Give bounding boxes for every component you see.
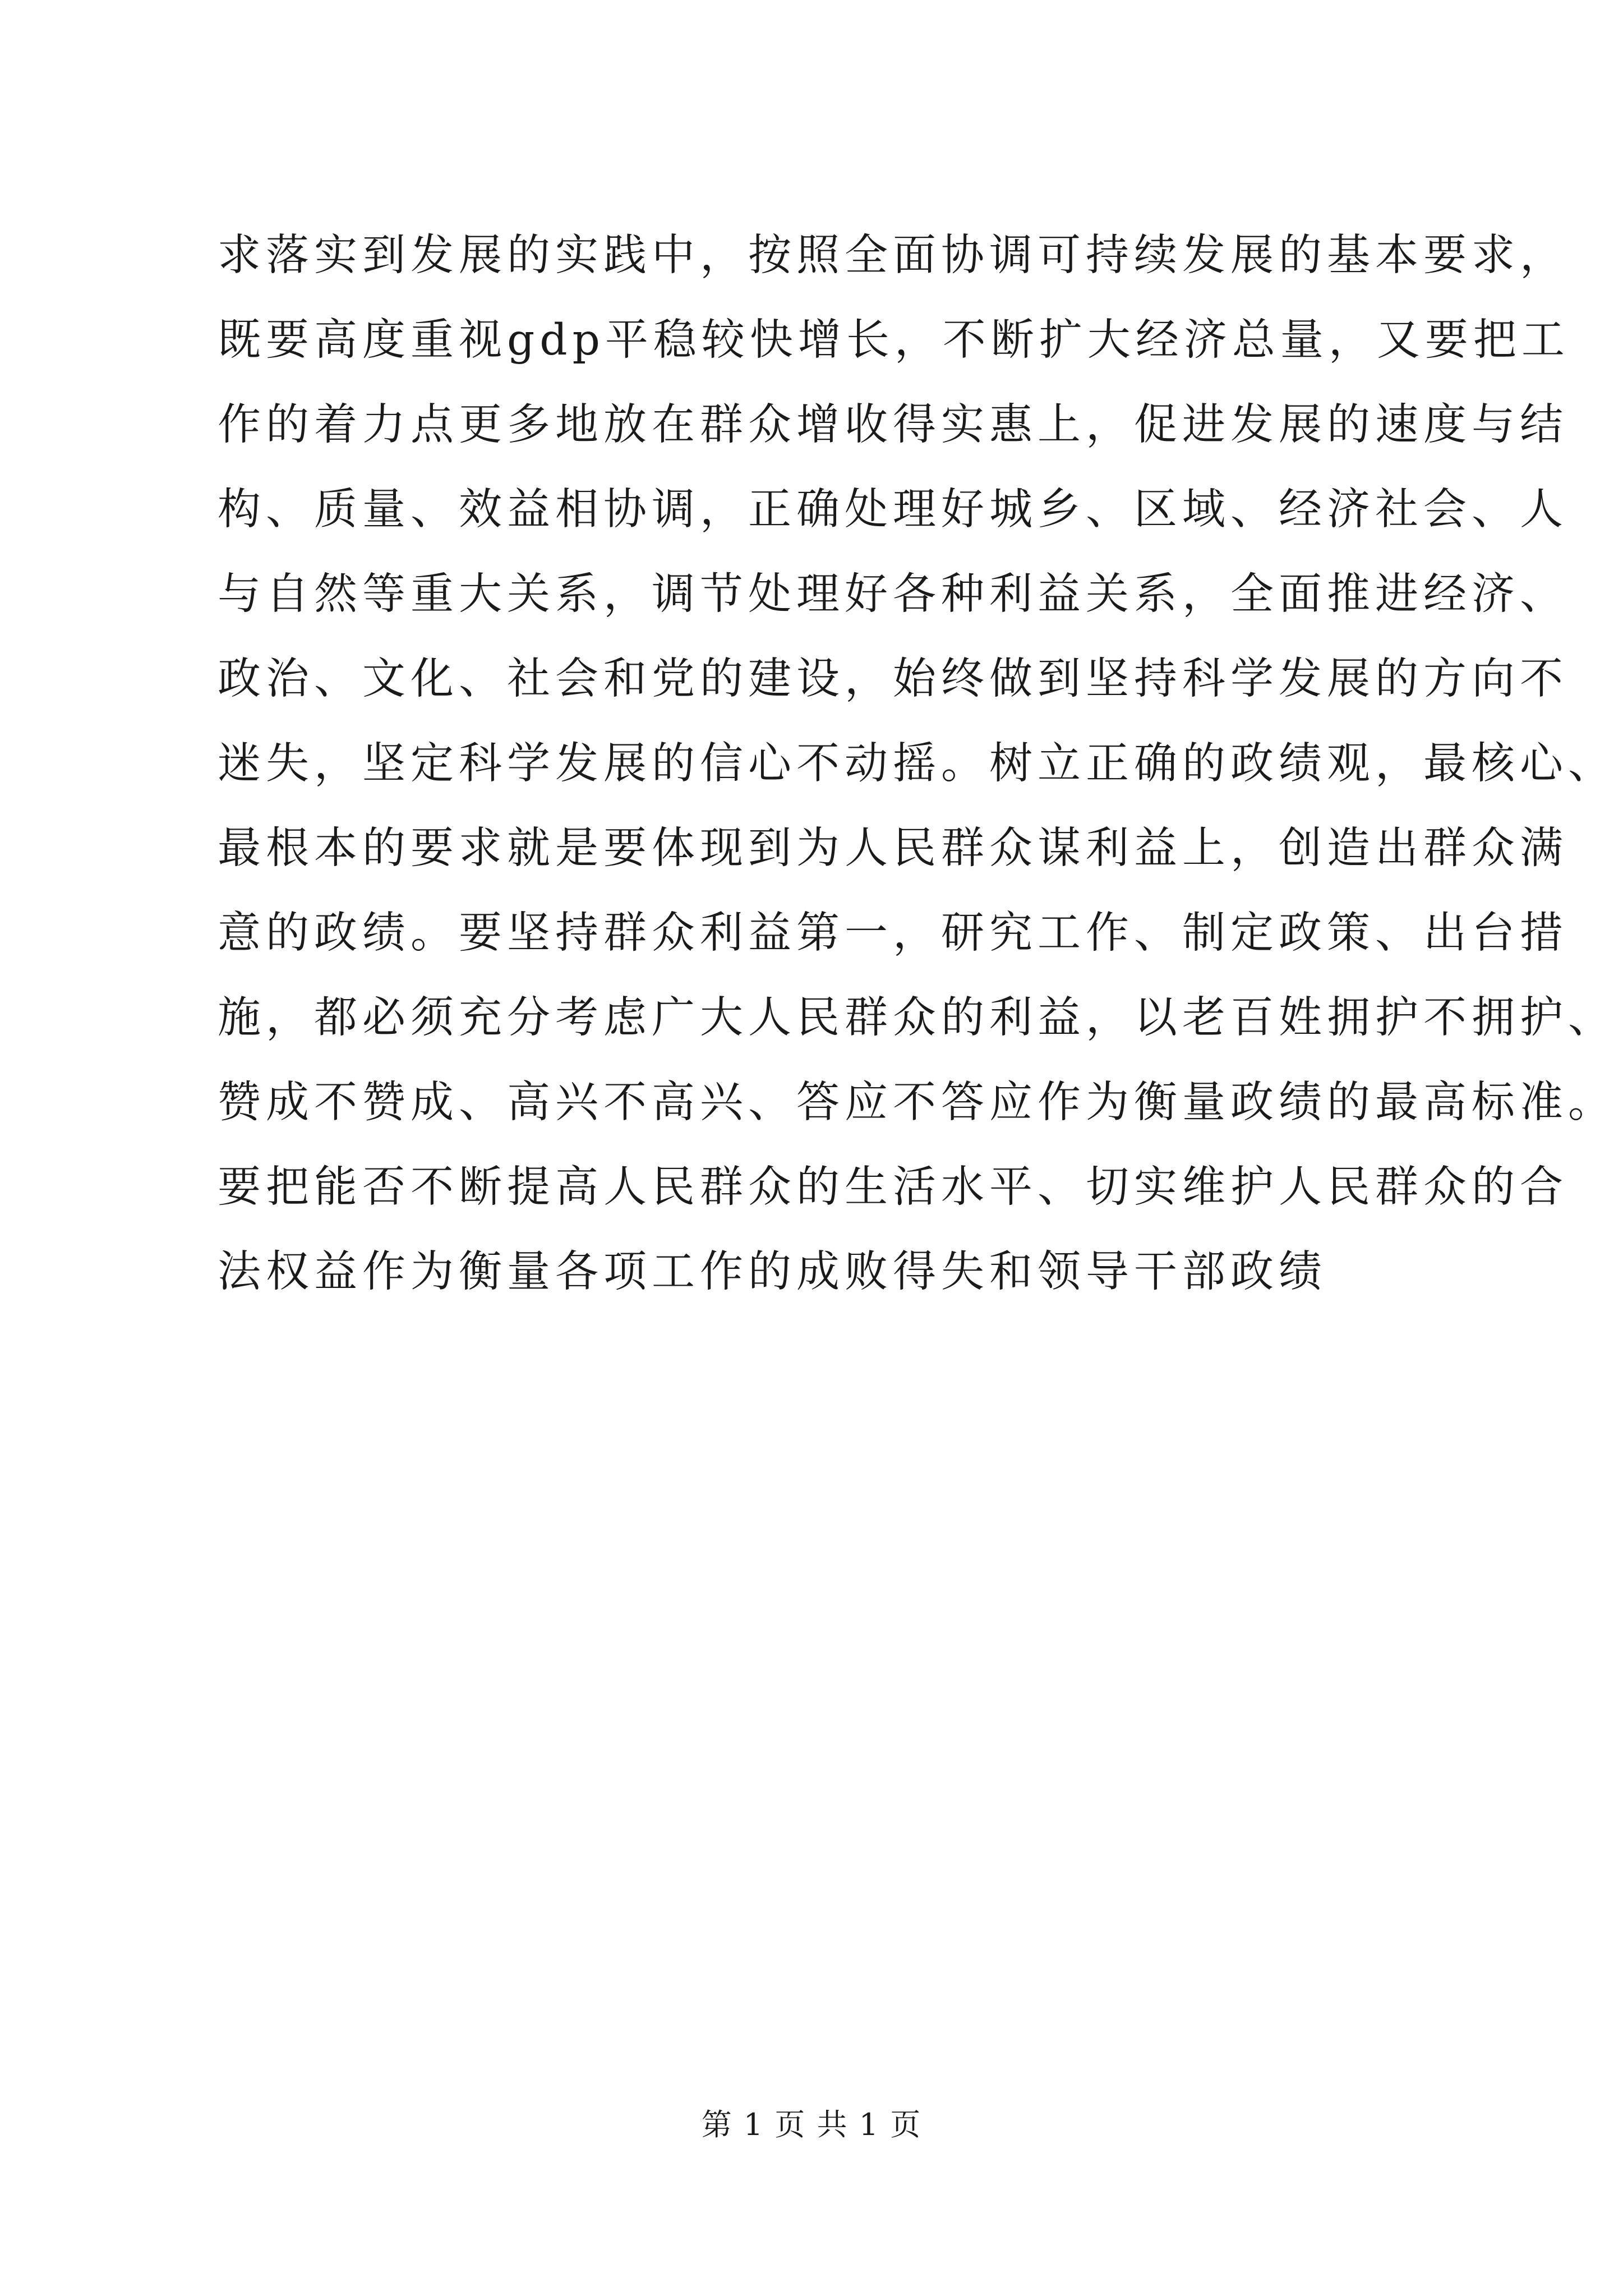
text-line: 作的着力点更多地放在群众增收得实惠上，促进发展的速度与结 (218, 400, 1568, 450)
text-line: 赞成不赞成、高兴不高兴、答应不答应作为衡量政绩的最高标准。 (218, 1078, 1616, 1128)
text-line: 既要高度重视gdp平稳较快增长，不断扩大经济总量，又要把工 (218, 315, 1570, 365)
text-line: 政治、文化、社会和党的建设，始终做到坚持科学发展的方向不 (218, 654, 1568, 704)
text-line: 意的政绩。要坚持群众利益第一，研究工作、制定政策、出台措 (218, 908, 1568, 958)
text-line: 与自然等重大关系，调节处理好各种利益关系，全面推进经济、 (218, 569, 1568, 619)
text-line: 施，都必须充分考虑广大人民群众的利益，以老百姓拥护不拥护、 (218, 993, 1616, 1043)
text-line: 最根本的要求就是要体现到为人民群众谋利益上，创造出群众满 (218, 823, 1568, 873)
text-line: 要把能否不断提高人民群众的生活水平、切实维护人民群众的合 (218, 1162, 1568, 1212)
text-line-last: 法权益作为衡量各项工作的成败得失和领导干部政绩 (218, 1247, 1327, 1297)
page-number-footer: 第 1 页 共 1 页 (701, 2107, 922, 2142)
body-paragraph (218, 213, 1616, 1314)
text-line: 构、质量、效益相协调，正确处理好城乡、区域、经济社会、人 (218, 485, 1568, 535)
text-line: 求落实到发展的实践中，按照全面协调可持续发展的基本要求， (218, 231, 1568, 280)
text-line: 迷失，坚定科学发展的信心不动摇。树立正确的政绩观，最核心、 (218, 739, 1616, 789)
